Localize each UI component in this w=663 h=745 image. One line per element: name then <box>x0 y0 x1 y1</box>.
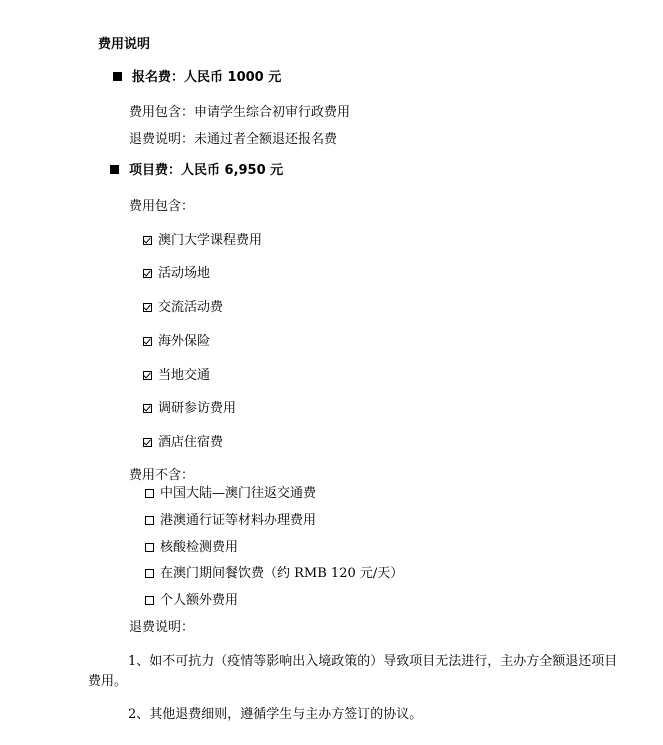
project-includes-label: 费用包含： <box>129 199 195 214</box>
registration-refund: 退费说明：未通过者全额退还报名费 <box>129 132 338 147</box>
project-excludes-label: 费用不含： <box>129 468 195 483</box>
project-fee-heading-text: 项目费：人民币 6,950 元 <box>129 163 284 178</box>
excluded-item: 港澳通行证等材料办理费用 <box>145 513 316 529</box>
checked-checkbox-icon <box>143 438 152 447</box>
excluded-item: 中国大陆—澳门往返交通费 <box>145 486 316 502</box>
included-item: 活动场地 <box>143 266 210 282</box>
included-item: 海外保险 <box>143 334 210 350</box>
unchecked-checkbox-icon <box>145 569 154 578</box>
excluded-item: 在澳门期间餐饮费（约 RMB 120 元/天） <box>145 566 403 582</box>
project-refund-label: 退费说明： <box>129 620 195 635</box>
section-title: 费用说明 <box>98 37 151 52</box>
excluded-item: 核酸检测费用 <box>145 540 238 556</box>
refund-point: 2、其他退费细则，遵循学生与主办方签订的协议。 <box>128 707 423 722</box>
square-bullet-icon <box>113 72 122 81</box>
included-item: 当地交通 <box>143 368 210 384</box>
square-bullet-icon <box>110 165 119 174</box>
checked-checkbox-icon <box>143 337 152 346</box>
unchecked-checkbox-icon <box>145 516 154 525</box>
registration-fee-heading-text: 报名费：人民币 1000 元 <box>132 70 282 85</box>
included-item: 交流活动费 <box>143 300 223 316</box>
included-item: 酒店住宿费 <box>143 435 223 451</box>
refund-point: 1、如不可抗力（疫情等影响出入境政策的）导致项目无法进行，主办方全额退还项目费用。 <box>88 654 618 689</box>
checked-checkbox-icon <box>143 236 152 245</box>
unchecked-checkbox-icon <box>145 543 154 552</box>
checked-checkbox-icon <box>143 303 152 312</box>
checked-checkbox-icon <box>143 404 152 413</box>
checked-checkbox-icon <box>143 269 152 278</box>
project-fee-heading <box>110 163 283 179</box>
unchecked-checkbox-icon <box>145 596 154 605</box>
checked-checkbox-icon <box>143 371 152 380</box>
included-item: 澳门大学课程费用 <box>143 233 262 249</box>
included-item: 调研参访费用 <box>143 401 236 417</box>
excluded-item: 个人额外费用 <box>145 593 238 609</box>
registration-fee-heading <box>113 70 281 86</box>
unchecked-checkbox-icon <box>145 489 154 498</box>
registration-includes: 费用包含：申请学生综合初审行政费用 <box>129 105 351 120</box>
